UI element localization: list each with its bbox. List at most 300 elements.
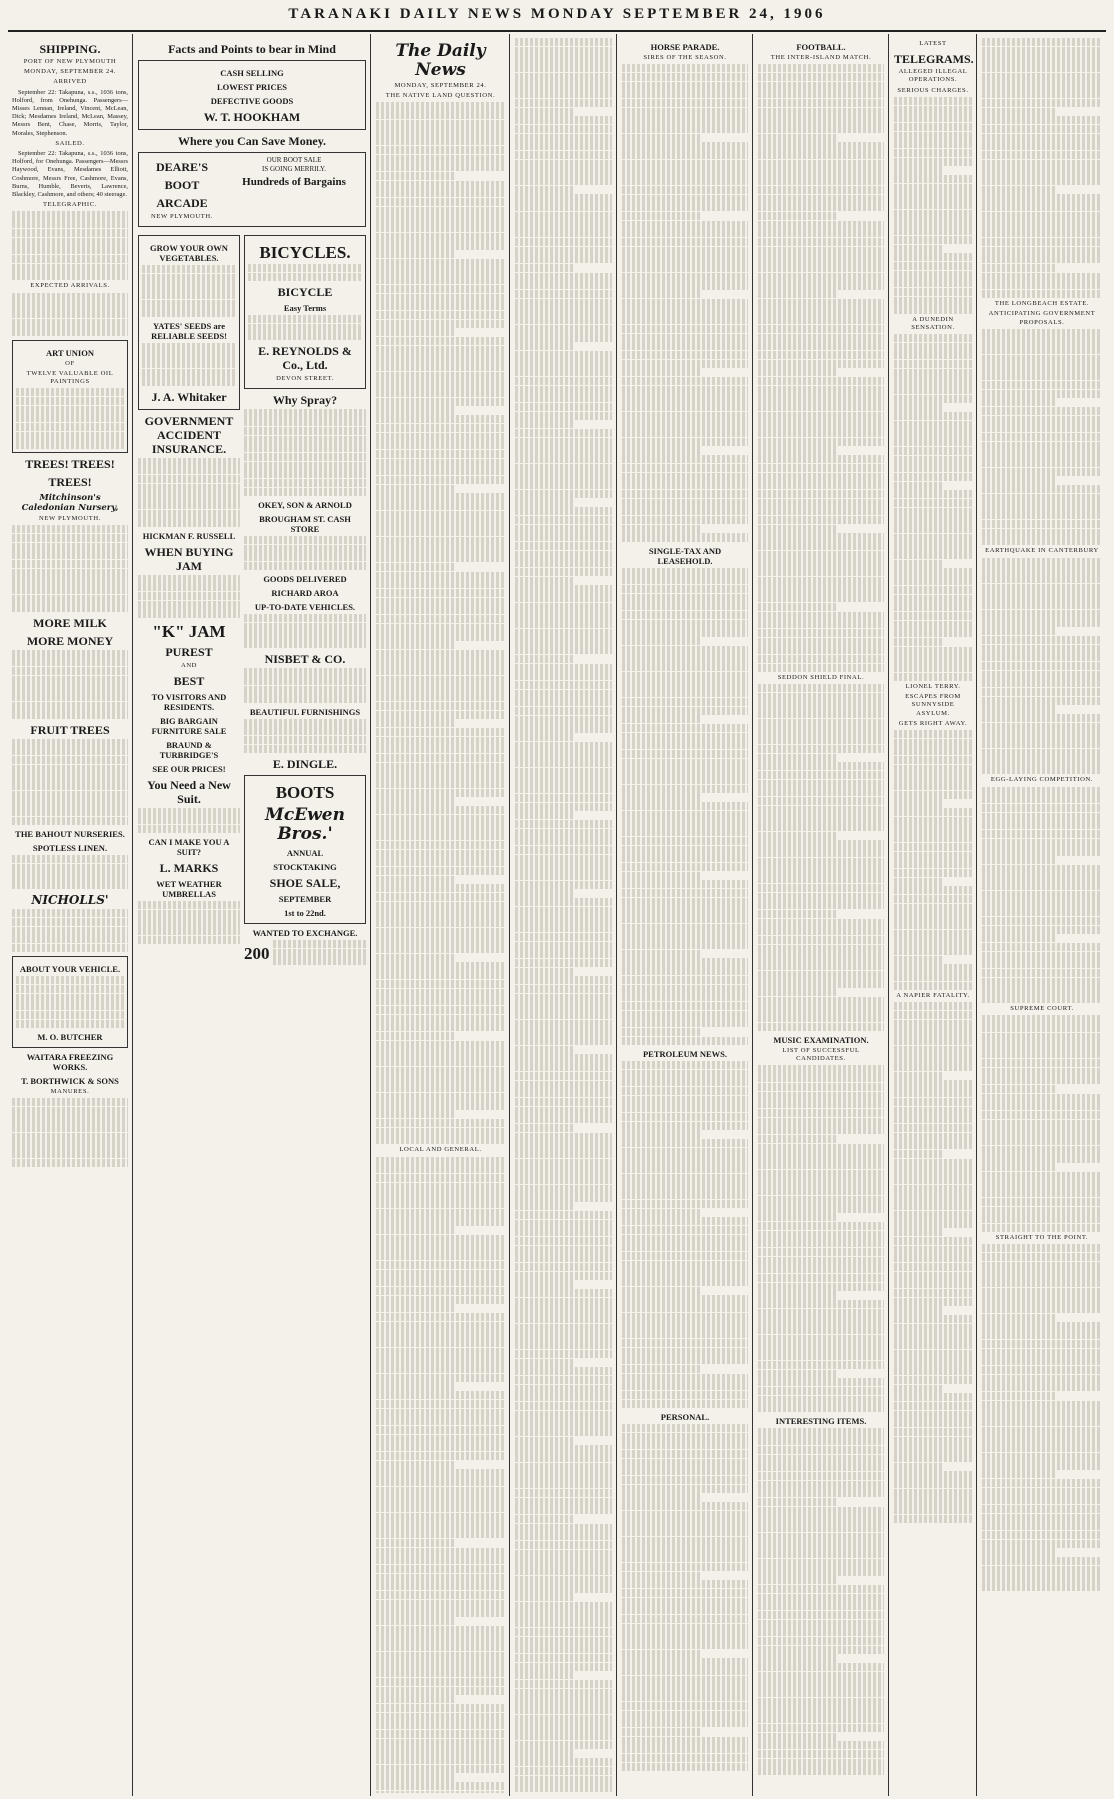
text-line: [622, 168, 748, 176]
text-line: [376, 1548, 505, 1556]
escapes-heading: ESCAPES FROM SUNNYSIDE ASYLUM.: [905, 693, 961, 717]
text-line: [982, 1401, 1102, 1409]
text-line: [376, 1617, 456, 1625]
text-line: [894, 638, 942, 646]
text-line: [758, 1378, 884, 1386]
text-line: [758, 386, 884, 394]
text-line: [376, 1136, 505, 1144]
text-line: [894, 1202, 972, 1210]
text-line: [622, 90, 748, 98]
text-line: [12, 693, 128, 701]
text-line: [982, 468, 1102, 476]
text-line: [982, 740, 1102, 748]
text-line: [982, 882, 1102, 890]
text-line: [376, 528, 505, 536]
text-line: [894, 114, 972, 122]
text-line: [982, 255, 1102, 263]
text-line: [894, 1254, 972, 1262]
text-line: [376, 1660, 505, 1668]
text-line: [142, 360, 236, 368]
text-line: [982, 1435, 1102, 1443]
text-line: [894, 1350, 972, 1358]
text-line: [982, 194, 1102, 202]
deare-name: DEARE'S: [155, 160, 208, 174]
text-line: [376, 615, 505, 623]
text-line: [622, 976, 748, 984]
text-line: [982, 766, 1102, 774]
big-bargain-heading: BIG BARGAIN FURNITURE SALE: [151, 715, 227, 736]
text-line: [622, 1598, 748, 1606]
text-line: [894, 1332, 972, 1340]
text-line: [376, 780, 505, 788]
text-line: [758, 893, 884, 901]
column-editorial: [372, 38, 509, 1793]
text-line: [376, 337, 505, 345]
text-line: [12, 676, 128, 684]
text-line: [622, 1113, 748, 1121]
text-line: [376, 1704, 505, 1712]
text-line: [515, 1228, 612, 1236]
best-word: BEST: [173, 673, 205, 688]
telegraphic-heading: TELEGRAPHIC.: [43, 201, 97, 209]
text-line: [622, 1676, 748, 1684]
text-line: [622, 698, 748, 706]
text-line: [894, 1080, 972, 1088]
text-line: [982, 688, 1102, 696]
text-line: [622, 846, 748, 854]
text-line: [376, 841, 505, 849]
text-line: [376, 997, 505, 1005]
text-line: [758, 490, 884, 498]
article-body: [894, 1002, 972, 1523]
text-line: [758, 455, 884, 463]
text-line: [138, 901, 240, 909]
text-line: [16, 976, 124, 984]
text-line: [244, 640, 366, 648]
text-line: [244, 736, 366, 744]
earthquake-heading: EARTHQUAKE IN CANTERBURY: [985, 547, 1099, 555]
text-line: [376, 1443, 505, 1451]
text-line: [16, 1011, 124, 1019]
text-line: [982, 723, 1102, 731]
text-line: [515, 1272, 612, 1280]
text-line: [982, 1154, 1102, 1162]
text-line: [894, 647, 972, 655]
text-line: [758, 1437, 884, 1445]
text-line: [376, 1313, 505, 1321]
text-line: [376, 806, 505, 814]
text-line: [894, 568, 972, 576]
text-line: [894, 1054, 972, 1062]
text-line: [894, 262, 972, 270]
text-line: [622, 950, 700, 958]
text-line: [758, 160, 884, 168]
text-line: [622, 1728, 700, 1736]
text-line: [758, 1463, 884, 1471]
text-line: [376, 320, 505, 328]
text-line: [894, 377, 972, 385]
text-line: [622, 741, 748, 749]
bicycles-ad: [244, 235, 366, 389]
text-line: [12, 650, 128, 658]
text-line: [376, 433, 505, 441]
text-line: [758, 507, 884, 515]
text-line: [622, 360, 748, 368]
text-line: [982, 1470, 1056, 1478]
text-line: [894, 956, 942, 964]
text-line: [16, 1002, 124, 1010]
text-line: [622, 247, 748, 255]
text-line: [982, 1270, 1102, 1278]
text-line: [12, 782, 128, 790]
text-line: [622, 663, 748, 671]
text-line: [982, 995, 1102, 1003]
text-line: [982, 520, 1102, 528]
text-line: [758, 1317, 884, 1325]
beautiful-heading: BEAUTIFUL FURNISHINGS: [249, 706, 361, 717]
text-line: [894, 782, 972, 790]
text-line: [515, 1776, 612, 1784]
text-line: [982, 511, 1102, 519]
text-line: [758, 1672, 884, 1680]
text-line: [622, 1450, 748, 1458]
shoe-sale-word: SHOE SALE,: [269, 875, 341, 890]
text-line: [376, 902, 505, 910]
text-line: [138, 825, 240, 833]
text-line: [376, 111, 505, 119]
text-line: [622, 967, 748, 975]
text-line: [982, 433, 1102, 441]
text-line: [758, 1680, 884, 1688]
text-line: [758, 168, 884, 176]
text-line: [515, 881, 612, 889]
local-general-heading: LOCAL AND GENERAL.: [399, 1146, 482, 1154]
deare-arcade: ARCADE: [156, 196, 208, 210]
text-line: [376, 728, 505, 736]
text-line: [376, 1174, 505, 1182]
text-line: [982, 494, 1102, 502]
text-line: [982, 1050, 1102, 1058]
text-line: [376, 1191, 505, 1199]
text-line: [515, 559, 612, 567]
text-line: [515, 1289, 612, 1297]
up-to-date-heading: UP-TO-DATE VEHICLES.: [254, 602, 356, 613]
text-line: [515, 377, 612, 385]
text-line: [12, 603, 128, 611]
text-line: [515, 472, 612, 480]
text-line: [758, 1724, 884, 1732]
text-line: [248, 264, 362, 272]
text-line: [12, 246, 128, 254]
annual-word: ANNUAL: [286, 847, 324, 858]
text-line: [758, 1387, 884, 1395]
text-line: [622, 1441, 748, 1449]
acres-ad: [244, 940, 366, 966]
text-line: [758, 997, 884, 1005]
text-line: [894, 1402, 972, 1410]
text-line: [376, 1183, 505, 1191]
text-line: [622, 568, 748, 576]
text-line: [982, 329, 1102, 337]
text-line: [894, 1002, 972, 1010]
text-line: [758, 919, 884, 927]
text-line: [622, 334, 748, 342]
text-line: [758, 1741, 884, 1749]
text-line: [894, 166, 942, 174]
text-line: [12, 1124, 128, 1132]
text-line: [515, 785, 612, 793]
text-line: [376, 241, 505, 249]
wanted-heading: WANTED TO EXCHANGE.: [252, 927, 358, 938]
text-line: [376, 815, 505, 823]
text-line: [515, 976, 612, 984]
text-line: [758, 481, 884, 489]
text-line: [515, 1185, 612, 1193]
nicholls-heading: NICHOLLS': [31, 893, 109, 908]
text-line: [515, 342, 575, 350]
text-line: [622, 386, 748, 394]
text-line: [244, 677, 366, 685]
text-line: [758, 1109, 884, 1117]
text-line: [622, 455, 748, 463]
text-line: [758, 1152, 884, 1160]
text-line: [12, 1098, 128, 1106]
stocktaking-word: STOCKTAKING: [273, 861, 337, 872]
text-line: [894, 1385, 942, 1393]
text-line: [515, 829, 612, 837]
text-line: [622, 646, 748, 654]
trees-heading: TREES! TREES!: [25, 457, 115, 472]
text-line: [982, 264, 1056, 272]
text-line: [622, 429, 748, 437]
text-line: [376, 1032, 456, 1040]
alleged-heading: ALLEGED ILLEGAL OPERATIONS.: [898, 68, 968, 84]
text-line: [376, 181, 505, 189]
text-line: [758, 988, 836, 996]
brougham-heading: BROUGHAM ST. CASH STORE: [259, 513, 351, 534]
text-line: [515, 1063, 612, 1071]
text-line: [16, 423, 124, 431]
column-divider: [509, 34, 510, 1796]
text-line: [894, 621, 972, 629]
text-line: [894, 1315, 972, 1323]
text-line: [515, 733, 575, 741]
text-line: [622, 1572, 700, 1580]
text-line: [515, 994, 612, 1002]
text-line: [982, 1505, 1102, 1513]
text-line: [515, 846, 612, 854]
text-line: [894, 1211, 972, 1219]
text-line: [894, 499, 972, 507]
going-merrily: IS GOING MERRILY.: [262, 165, 326, 173]
text-line: [12, 739, 128, 747]
text-line: [12, 808, 128, 816]
text-line: [982, 142, 1102, 150]
text-line: [376, 1469, 505, 1477]
article-body: [376, 102, 505, 1144]
nisbet-name: NISBET & CO.: [264, 652, 346, 667]
spotless-heading: SPOTLESS LINEN.: [32, 842, 108, 853]
text-line: [982, 1189, 1102, 1197]
text-line: [622, 1321, 748, 1329]
text-line: [376, 354, 505, 362]
text-line: [982, 99, 1102, 107]
text-line: [12, 1150, 128, 1158]
text-line: [894, 930, 972, 938]
text-line: [376, 797, 456, 805]
text-line: [515, 273, 612, 281]
text-line: [758, 1352, 884, 1360]
text-line: [142, 308, 236, 316]
text-line: [982, 1583, 1102, 1591]
text-line: [982, 1427, 1102, 1435]
text-line: [982, 714, 1102, 722]
text-line: [376, 537, 505, 545]
bicycles-heading: BICYCLES.: [259, 243, 351, 262]
text-line: [982, 1357, 1102, 1365]
text-line: [758, 1498, 836, 1506]
text-line: [622, 1070, 748, 1078]
text-line: [982, 960, 1102, 968]
text-line: [515, 655, 575, 663]
text-line: [894, 886, 972, 894]
article-body: [515, 38, 612, 1793]
text-line: [758, 1014, 884, 1022]
text-line: [622, 1061, 748, 1069]
text-line: [982, 372, 1102, 380]
text-line: [894, 297, 972, 305]
column-telegrams: [890, 38, 976, 1793]
text-line: [758, 90, 884, 98]
butcher-heading: M. O. BUTCHER: [37, 1031, 103, 1042]
text-line: [622, 1615, 748, 1623]
text-line: [376, 624, 505, 632]
text-line: [376, 398, 505, 406]
text-line: [515, 1037, 612, 1045]
text-line: [12, 272, 128, 280]
masthead-rule: [8, 30, 1106, 32]
column-shipping: [8, 38, 132, 1793]
text-line: [376, 1565, 505, 1573]
text-line: [982, 899, 1102, 907]
text-line: [894, 456, 972, 464]
text-line: [758, 806, 884, 814]
text-line: [758, 638, 884, 646]
text-line: [758, 1481, 884, 1489]
text-line: [376, 554, 505, 562]
text-line: [515, 1445, 612, 1453]
text-line: [376, 1235, 505, 1243]
text-line: [376, 328, 456, 336]
text-line: [376, 1669, 505, 1677]
text-line: [376, 1713, 505, 1721]
text-line: [622, 1511, 748, 1519]
text-line: [12, 935, 128, 943]
text-line: [622, 811, 748, 819]
text-line: [894, 1489, 972, 1497]
text-line: [758, 134, 836, 142]
text-line: [982, 1111, 1102, 1119]
text-line: [376, 207, 505, 215]
text-line: [894, 464, 972, 472]
text-line: [894, 429, 972, 437]
text-line: [622, 255, 748, 263]
text-line: [515, 1089, 612, 1097]
article-body: [982, 1244, 1102, 1591]
text-line: [12, 765, 128, 773]
text-line: [515, 568, 612, 576]
text-line: [894, 1246, 972, 1254]
text-line: [894, 351, 972, 359]
text-line: [758, 307, 884, 315]
text-line: [982, 1392, 1056, 1400]
text-line: [758, 1213, 836, 1221]
text-line: [515, 1541, 612, 1549]
text-line: [894, 279, 972, 287]
text-line: [376, 250, 456, 258]
text-line: [622, 889, 748, 897]
longbeach-heading: THE LONGBEACH ESTATE.: [994, 300, 1090, 308]
text-line: [244, 745, 366, 753]
text-line: [758, 1507, 884, 1515]
text-line: [622, 1580, 748, 1588]
text-line: [142, 300, 236, 308]
text-line: [758, 727, 884, 735]
text-line: [758, 1204, 884, 1212]
text-line: [515, 490, 612, 498]
text-line: [758, 1585, 884, 1593]
text-line: [758, 1023, 884, 1031]
text-line: [515, 359, 612, 367]
text-line: [758, 1283, 884, 1291]
text-line: [622, 1087, 748, 1095]
text-line: [758, 620, 884, 628]
text-line: [758, 334, 884, 342]
text-line: [894, 577, 972, 585]
manures-heading: MANURES.: [50, 1087, 90, 1095]
text-line: [982, 1244, 1102, 1252]
text-line: [138, 927, 240, 935]
text-line: [515, 1011, 612, 1019]
article-body: [622, 568, 748, 1045]
column-news: [511, 38, 616, 1793]
text-line: [376, 919, 505, 927]
text-line: [622, 1028, 700, 1036]
text-line: [982, 116, 1102, 124]
text-line: [982, 926, 1102, 934]
text-line: [894, 508, 972, 516]
text-line: [515, 985, 612, 993]
text-line: [515, 1758, 612, 1766]
text-line: [515, 1498, 612, 1506]
text-line: [982, 168, 1102, 176]
text-line: [622, 1339, 748, 1347]
k-jam-heading: "K" JAM: [152, 621, 226, 641]
text-line: [894, 123, 972, 131]
text-line: [982, 1120, 1102, 1128]
text-line: [138, 492, 240, 500]
text-line: [894, 843, 972, 851]
text-line: [894, 158, 972, 166]
text-line: [376, 1049, 505, 1057]
text-line: [622, 1078, 748, 1086]
text-line: [982, 601, 1102, 609]
text-line: [758, 247, 884, 255]
text-line: [758, 1343, 884, 1351]
text-line: [894, 369, 972, 377]
text-line: [515, 603, 612, 611]
text-line: [376, 954, 456, 962]
